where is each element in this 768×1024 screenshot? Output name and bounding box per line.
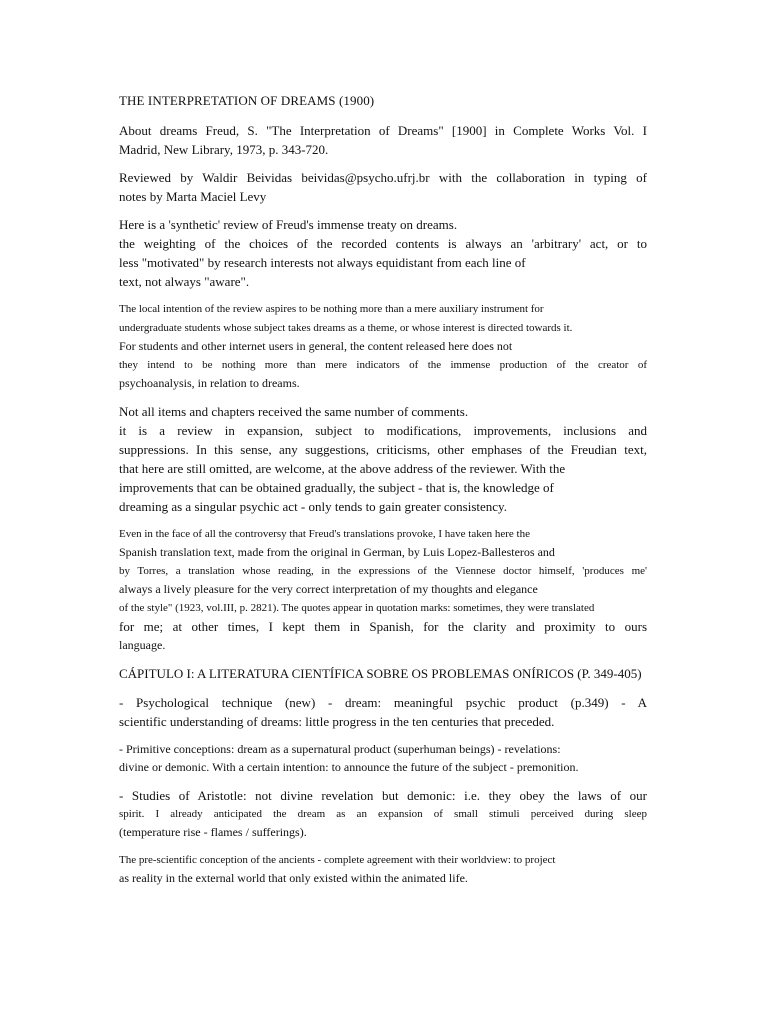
paragraph-line: (temperature rise - flames / sufferings). (119, 825, 307, 839)
paragraph-line: divine or demonic. With a certain intention: to announce the future of the subject - premonition. (119, 760, 579, 774)
paragraph-line: - Psychological technique (new) - dream: meaningful psychic product (p.349) - A (119, 694, 647, 710)
paragraph-line: psychoanalysis, in relation to dreams. (119, 376, 300, 390)
intention-paragraph (119, 300, 647, 393)
paragraph-line: About dreams Freud, S. "The Interpretation of Dreams" [1900] in Complete Works Vol. I (119, 123, 647, 138)
expansion-paragraph (119, 402, 647, 516)
reviewer-paragraph (119, 168, 647, 206)
paragraph-line: Spanish translation text, made from the original in German, by Luis Lopez-Ballesteros and (119, 545, 555, 559)
paragraph-line: text, not always "aware". (119, 274, 250, 289)
paragraph-line: language. (119, 638, 166, 652)
note-paragraph (119, 851, 647, 888)
paragraph-line: undergraduate students whose subject takes dreams as a theme, or whose interest is directed towards it. (119, 321, 573, 334)
paragraph-line: Madrid, New Library, 1973, p. 343-720. (119, 142, 329, 157)
paragraph-line: by Torres, a translation whose reading, in the expressions of the Viennese doctor himself, 'produces me' (119, 564, 647, 577)
paragraph-line: Even in the face of all the controversy that Freud's translations provoke, I have taken here the (119, 527, 530, 540)
chapter-heading: CÁPITULO I: A LITERATURA CIENTÍFICA SOBRE OS PROBLEMAS ONÍRICOS (P. 349-405) (119, 665, 642, 681)
paragraph-line: as reality in the external world that only existed within the animated life. (119, 871, 468, 885)
translation-paragraph (119, 525, 647, 655)
intro-paragraph (119, 215, 647, 291)
citation-paragraph (119, 121, 647, 159)
paragraph-line: improvements that can be obtained gradually, the subject - that is, the knowledge of (119, 479, 554, 495)
paragraph-line: Not all items and chapters received the same number of comments. (119, 403, 469, 419)
paragraph-line: it is a review in expansion, subject to modifications, improvements, inclusions and (119, 422, 647, 438)
note-paragraph (119, 740, 647, 777)
note-paragraph (119, 693, 647, 731)
paragraph-line: Here is a 'synthetic' review of Freud's immense treaty on dreams. (119, 217, 458, 232)
paragraph-line: notes by Marta Maciel Levy (119, 189, 267, 204)
paragraph-line: they intend to be nothing more than mere indicators of the immense production of the creator of (119, 358, 647, 371)
paragraph-line: that here are still omitted, are welcome, at the above address of the reviewer. With the (119, 460, 566, 476)
paragraph-line: - Primitive conceptions: dream as a supernatural product (superhuman beings) - revelations: (119, 741, 561, 756)
paragraph-line: scientific understanding of dreams: little progress in the ten centuries that preceded. (119, 713, 555, 729)
paragraph-line: suppressions. In this sense, any suggestions, criticisms, other emphases of the Freudian text, (119, 441, 647, 457)
paragraph-line: of the style" (1923, vol.III, p. 2821). The quotes appear in quotation marks: sometimes, they were translated (119, 601, 595, 614)
paragraph-line: less "motivated" by research interests not always equidistant from each line of (119, 255, 526, 270)
paragraph-line: for me; at other times, I kept them in Spanish, for the clarity and proximity to ours (119, 619, 647, 634)
document-body (119, 91, 647, 897)
paragraph-line: Reviewed by Waldir Beividas beividas@psycho.ufrj.br with the collaboration in typing of (119, 170, 647, 185)
paragraph-line: the weighting of the choices of the recorded contents is always an 'arbitrary' act, or to (119, 236, 647, 251)
paragraph-line: spirit. I already anticipated the dream as an expansion of small stimuli perceived during sleep (119, 807, 647, 820)
paragraph-line: always a lively pleasure for the very correct interpretation of my thoughts and elegance (119, 582, 538, 596)
document-title: THE INTERPRETATION OF DREAMS (1900) (119, 93, 375, 108)
paragraph-line: dreaming as a singular psychic act - only tends to gain greater consistency. (119, 498, 507, 514)
note-paragraph (119, 786, 647, 842)
paragraph-line: - Studies of Aristotle: not divine revelation but demonic: i.e. they obey the laws of our (119, 787, 647, 803)
paragraph-line: The pre-scientific conception of the ancients - complete agreement with their worldview: to project (119, 853, 556, 866)
paragraph-line: The local intention of the review aspires to be nothing more than a mere auxiliary instrument for (119, 303, 544, 315)
paragraph-line: For students and other internet users in general, the content released here does not (119, 339, 513, 353)
